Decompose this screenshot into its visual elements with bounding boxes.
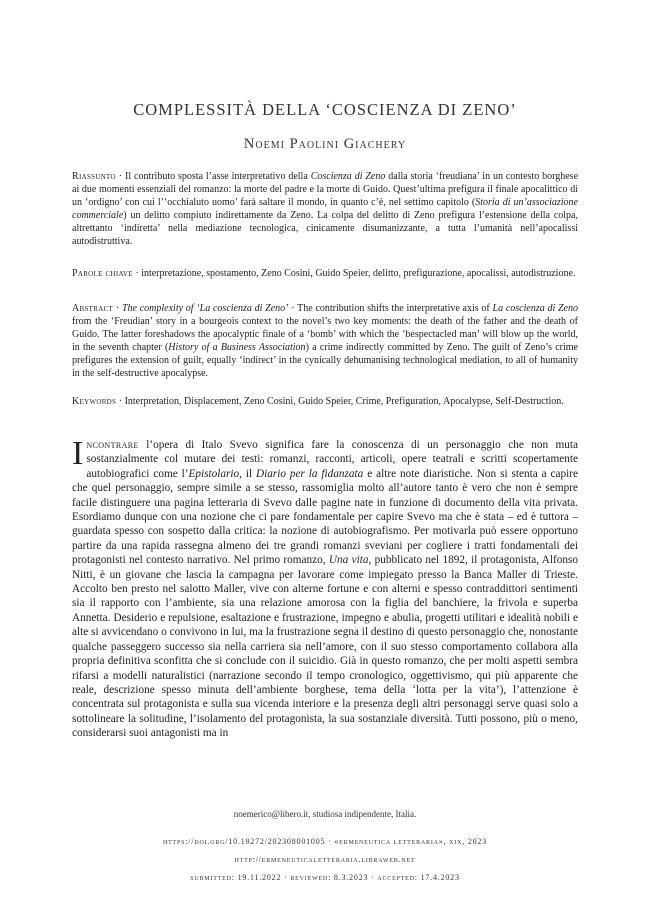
doi-line: https://doi.org/10.19272/202308001005 · «ermeneutica letteraria», xix, 2023: [162, 837, 488, 846]
abstract-italic-2: History of a Business Association: [168, 342, 306, 353]
summary-text-3: ) un delitto compiuto indirettamente da Zeno. La colpa del delitto di Zeno prefigura l’estensione della colpa, altrettanto ‘indiretta’ nella mediazione tecnologica, cinicamente disumanizzante, a tutta l’umanità nell’apocalissi autodistruttiva.: [72, 210, 578, 247]
lead-word: ncontrare: [86, 439, 139, 451]
author-footnote: noemerico@libero.it, studiosa indipendente, Italia.: [233, 809, 417, 819]
abstract-separator-2: ·: [288, 303, 298, 314]
summary-italic-2: Storia di un’associazione commerciale: [72, 197, 578, 221]
keywords-en-paragraph: [72, 395, 578, 408]
body-text-3: e altre note diaristiche. Non si stenta a capire che quel personaggio, sempre simile a se stesso, rassomiglia molto all’autore tanto è vero che non è sempre facile distinguere una pagina letteraria di Svevo dalle pagine nate in funzione di documento della vita privata. Esordiamo dunque con una nozione che ci pare fondamentale per capire Svevo ma che è stata – ed è tuttora – guardata spesso con sospetto dalla critica: la nozione di autobiografismo. Per motivarla può essere opportuno partire da una rapida rassegna almeno dei tre grandi romanzi sveviani per cogliere i tratti fondamentali dei protagonisti nel contesto narrativo. Nel primo romanzo,: [72, 467, 578, 567]
journal-url: http://ermeneuticaletteraria.libraweb.net: [234, 855, 416, 864]
body-italic-2: Diario per la fidanzata: [255, 467, 364, 480]
body-text-2: , il: [239, 467, 256, 480]
body-paragraph: [72, 435, 578, 741]
keywords-it-text: interpretazione, spostamento, Zeno Cosini, Guido Speier, delitto, prefigurazione, apocalissi, autodistruzione.: [141, 268, 576, 279]
summary-paragraph: [72, 170, 578, 248]
summary-text-1: Il contributo sposta l’asse interpretativo della: [125, 171, 311, 182]
keywords-en-text: Interpretation, Displacement, Zeno Cosini, Guido Speier, Crime, Prefiguration, Apocalypse, Self-Destruction.: [124, 396, 564, 407]
body-italic-1: Epistolario: [188, 467, 240, 480]
keywords-it-paragraph: [72, 267, 578, 280]
abstract-label: Abstract: [72, 303, 114, 314]
article-title: COMPLESSITÀ DELLA ‘COSCIENZA DI ZENO’: [133, 100, 517, 119]
abstract-italic-1: La coscienza di Zeno: [492, 303, 578, 314]
summary-text-2: dalla storia ‘freudiana’ in un contesto borghese ai due momenti essenziali del romanzo: la morte del padre e la morte di Guido. Quest’ultima prefigura il finale apocalittico di un ‘ordigno’ con cui l’‘occhialuto uomo’ farà saltare il mondo, in quanto c’è, nel settimo capitolo (: [72, 171, 579, 208]
drop-cap: I: [72, 435, 84, 472]
body-italic-3: Una vita: [328, 554, 369, 567]
keywords-it-separator: ·: [132, 268, 142, 279]
abstract-text-2: from the ‘Freudian’ story in a bourgeois context to the novel’s two key moments: the death of the father and the death of Guido. The latter foreshadows the apocalyptic finale of a ‘bomb’ with which the ‘bespectacled man’ will blow up the world, in the seventh chapter (: [72, 316, 578, 353]
abstract-text-3: ) a crime indirectly committed by Zeno. The guilt of Zeno’s crime prefigures the extension of guilt, equally ‘indirect’ in the cynically dehumanising technological mediation, to all of humanity in the self-destructive apocalypse.: [72, 342, 578, 379]
body-text-4: , pubblicato nel 1892, il protagonista, Alfonso Nitti, è un giovane che lascia la campagna per lavorare come impiegato presso la Banca Maller di Trieste. Accolto ben presto nel salotto Maller, vive con alterne fortune e con alterni e spesso contraddittori sentimenti sia il rapporto con l’ambiente, sia una relazione amorosa con la figlia del banchiere, la frivola e superba Annetta. Desiderio e repulsione, esaltazione e frustrazione, impegno e abulia, progetti utilitari e idealità nobili e alte si avvicendano o convivono in lui, ma la frustrazione segna il destino di questo personaggio che, nonostante qualche passeggero successo sia nella carriera sia nell’amore, con il suo stesso comportamento collabora alla propria definitiva sconfitta che si conclude con il suicidio. Già in questo romanzo, che per molti aspetti sembra rifarsi a modelli naturalistici (narrazione secondo il tempo cronologico, oggettivismo, qui più apparente che reale, descrizione spesso minuta dell’ambiente borghese, tema della ‘lotta per la vita’), l’attenzione è concentrata sul protagonista e sulla sua vicenda interiore e la presenza degli altri personaggi serve quasi solo a sottolineare la solitudine, l’isolamento del protagonista, la sua sostanziale diversità. Tutti possono, più o meno, considerarsi suoi antagonisti ma in: [72, 554, 578, 740]
abstract-text-1: The contribution shifts the interpretative axis of: [297, 303, 493, 314]
keywords-en-label: Keywords: [72, 396, 117, 407]
keywords-it-label: Parole chiave: [72, 268, 133, 279]
summary-separator: ·: [115, 171, 125, 182]
abstract-title: The complexity of ‘La coscienza di Zeno’: [121, 303, 289, 314]
summary-label: Riassunto: [72, 171, 116, 182]
body-text-1: l’opera di Italo Svevo significa fare la conoscenza di un personaggio che non muta sostanzialmente col mutare dei testi: romanzi, racconti, articoli, opere teatrali e scritti scopertamente autobiografici come l’: [86, 439, 578, 480]
keywords-en-separator: ·: [116, 396, 125, 407]
summary-italic-1: Coscienza di Zeno: [310, 171, 386, 182]
abstract-paragraph: [72, 302, 578, 380]
article-author: Noemi Paolini Giachery: [243, 136, 407, 152]
abstract-separator: ·: [113, 303, 122, 314]
submission-dates: submitted: 19.11.2022 · reviewed: 8.3.2023 · accepted: 17.4.2023: [190, 873, 460, 882]
